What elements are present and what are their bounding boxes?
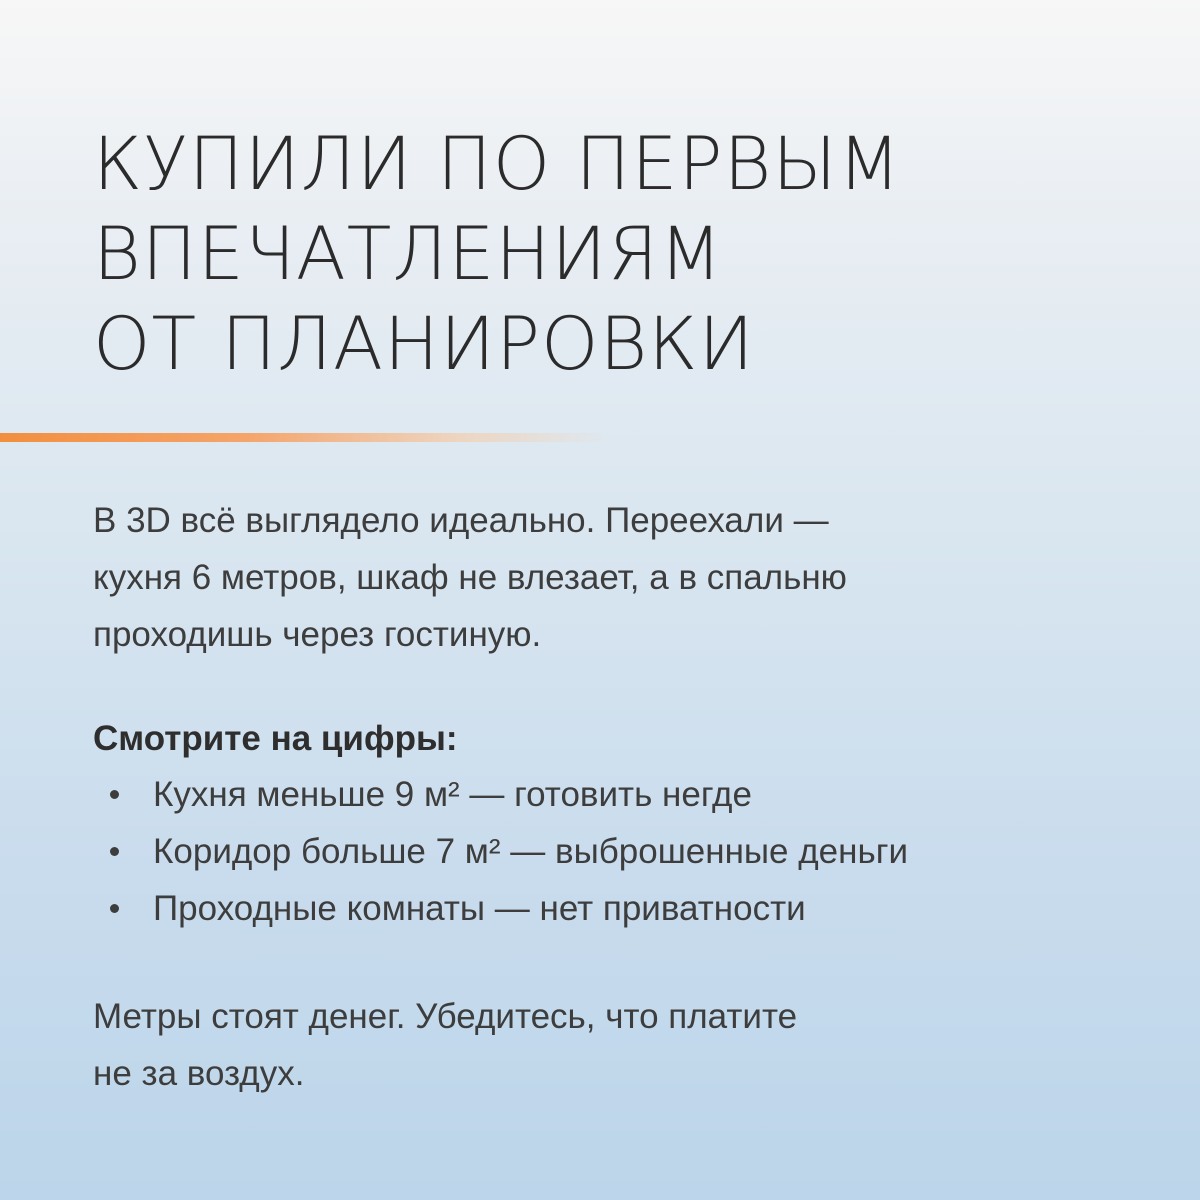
facts-heading: Смотрите на цифры: (93, 719, 458, 758)
list-item-text: Коридор больше 7 м² — выброшенные деньги (153, 832, 909, 871)
bullet-icon (110, 904, 119, 913)
outro-line: не за воздух. (93, 1054, 305, 1093)
list-item-text: Кухня меньше 9 м² — готовить негде (153, 775, 752, 814)
facts-list (110, 766, 908, 937)
list-item (110, 823, 908, 880)
intro-line: кухня 6 метров, шкаф не влезает, а в спальню (93, 558, 847, 597)
intro-line: проходишь через гостиную. (93, 615, 542, 654)
outro-paragraph (93, 988, 797, 1102)
bullet-icon (110, 847, 119, 856)
title-line: ВПЕЧАТЛЕНИЯМ (93, 212, 724, 297)
title-line: ОТ ПЛАНИРОВКИ (93, 302, 755, 387)
intro-paragraph (93, 492, 1093, 663)
outro-line: Метры стоят денег. Убедитесь, что платите (93, 997, 798, 1036)
bullet-icon (110, 790, 119, 799)
list-item-text: Проходные комнаты — нет приватности (153, 889, 806, 928)
list-item (110, 766, 908, 823)
accent-divider (0, 433, 610, 442)
intro-line: В 3D всё выглядело идеально. Переехали — (93, 501, 829, 540)
title-line: КУПИЛИ ПО ПЕРВЫМ (93, 122, 902, 207)
page-title (93, 120, 902, 390)
list-item (110, 880, 908, 937)
